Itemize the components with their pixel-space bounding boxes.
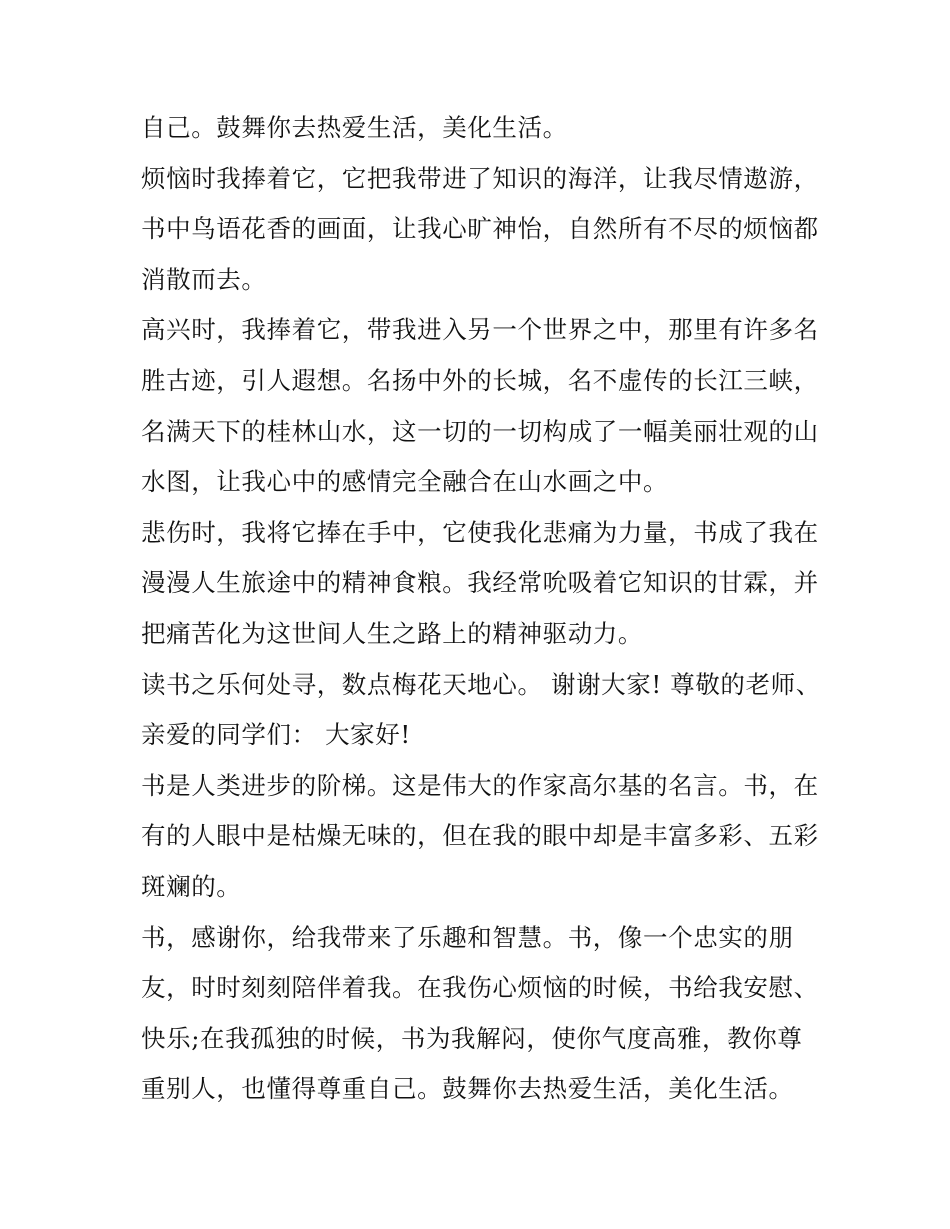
- text-line: 消散而去。: [141, 264, 267, 294]
- text-line: 胜古迹，引人遐想。名扬中外的长城，名不虚传的长江三峡，: [141, 365, 819, 395]
- text-line: 把痛苦化为这世间人生之路上的精神驱动力。: [141, 618, 643, 648]
- text-line: 烦恼时我捧着它，它把我带进了知识的海洋，让我尽情遨游，: [141, 163, 819, 193]
- document-body: [141, 103, 821, 1115]
- text-line: 书，感谢你，给我带来了乐趣和智慧。书，像一个忠实的朋: [141, 922, 794, 952]
- text-line: 名满天下的桂林山水，这一切的一切构成了一幅美丽壮观的山: [141, 416, 819, 446]
- text-line: 快乐;在我孤独的时候，书为我解闷，使你气度高雅，教你尊: [141, 1023, 803, 1053]
- text-line: 悲伤时，我将它捧在手中，它使我化悲痛为力量，书成了我在: [141, 517, 819, 547]
- text-line: 亲爱的同学们： 大家好!: [141, 720, 411, 750]
- text-line: 重别人，也懂得尊重自己。鼓舞你去热爱生活，美化生活。: [141, 1074, 794, 1104]
- text-line: 友，时时刻刻陪伴着我。在我伤心烦恼的时候，书给我安慰、: [141, 973, 819, 1003]
- text-line: 书是人类进步的阶梯。这是伟大的作家高尔基的名言。书，在: [141, 770, 819, 800]
- text-line: 漫漫人生旅途中的精神食粮。我经常吮吸着它知识的甘霖，并: [141, 568, 819, 598]
- text-line: 自己。鼓舞你去热爱生活，美化生活。: [141, 113, 568, 142]
- text-line: 水图，让我心中的感情完全融合在山水画之中。: [141, 467, 669, 497]
- text-line: 有的人眼中是枯燥无味的，但在我的眼中却是丰富多彩、五彩: [141, 821, 819, 851]
- text-line: 高兴时，我捧着它，带我进入另一个世界之中，那里有许多名: [141, 315, 819, 345]
- text-line: 读书之乐何处寻，数点梅花天地心。 谢谢大家! 尊敬的老师、: [141, 669, 821, 699]
- text-line: 斑斓的。: [141, 871, 242, 901]
- text-line: 书中鸟语花香的画面，让我心旷神怡，自然所有不尽的烦恼都: [141, 214, 819, 244]
